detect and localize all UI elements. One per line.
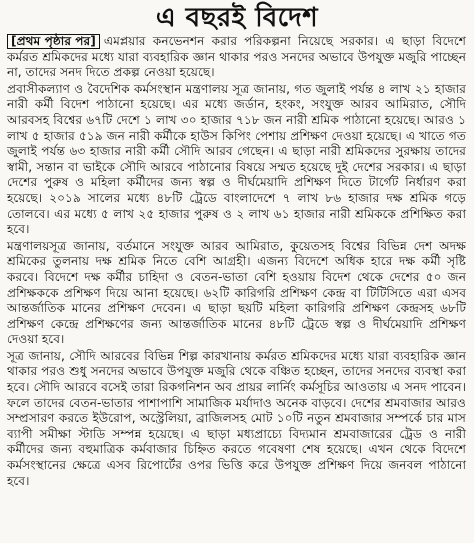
article-paragraph: মন্ত্রণালয়সূত্র জানায়, বর্তমানে সংযুক্ত আরব আমিরাত, কুয়েতসহ বিশ্বের বিভিন্ন দেশ অদক্ষ শ্রমিকের তুলনায় দক্ষ শ্রমিক নিতে বেশি আগ্রহী। এজন্য বিদেশে অধিক হারে দক্ষ কর্মী সৃষ্টি করবে। বিদেশে দক্ষ কর্মীর চাহিদা ও বেতন-ভাতা বেশি হওয়ায় বিদেশ থেকে দেশের ৫০ জন প্রশিক্ষককে প্রশিক্ষণ দিয়ে আনা হয়েছে। ৬২টি কারিগরি প্রশিক্ষণ কেন্দ্র বা টিটিসিতে এরা এসব আন্তর্জাতিক মানের প্রশিক্ষণ দেবেন। এ ছাড়া ছয়টি মহিলা কারিগরি প্রশিক্ষণ কেন্দ্রসহ ৬৮টি প্রশিক্ষণ কেন্দ্রে প্রশিক্ষণের জন্য আন্তর্জাতিক মানের ৪৮টি ট্রেডে স্বল্প ও দীর্ঘমেয়াদি প্রশিক্ষণ দেওয়া হবে। bbox=[7, 238, 466, 347]
paragraph-text: এমপ্লয়ার কনভেনশন করার পরিকল্পনা নিয়েছে সরকার। এ ছাড়া বিদেশে কর্মরত শ্রমিকদের মধ্যে যারা ব্যবহারিক জ্ঞান থাকার পরও সনদের অভাবে উপযুক্ত মজুরি পাচ্ছেন না, তাদের সনদ দিতে প্রকল্প নেওয়া হয়েছে। bbox=[7, 34, 466, 80]
article-body bbox=[0, 34, 474, 489]
article-headline: এ বছরই বিদেশ bbox=[155, 3, 319, 33]
article-paragraph: সূত্র জানায়, সৌদি আরবের বিভিন্ন শিল্প কারখানায় কর্মরত শ্রমিকদের মধ্যে যারা ব্যবহারিক জ্ঞান থাকার পরও শুধু সনদের অভাবে উপযুক্ত মজুরি থেকে বঞ্চিত হচ্ছেন, তাদের সনদের ব্যবস্থা করা হবে। সৌদি আরবে বসেই তারা রিকগনিশন অব প্রায়র লার্নিং কর্মসূচির আওতায় এ সনদ পাবেন। ফলে তাদের বেতন-ভাতার পাশাপাশি সামাজিক মর্যাদাও অনেক বাড়বে। দেশের শ্রমবাজার আরও সম্প্রসারণ করতে ইউরোপ, অস্ট্রেলিয়া, ব্রাজিলসহ মোট ১০টি নতুন শ্রমবাজার সম্পর্কে চার মাস ব্যাপী সমীক্ষা স্টাডি সম্পন্ন হয়েছে। এ ছাড়া মধ্যপ্রাচ্যে বিদ্যমান শ্রমবাজারের ট্রেড ও নারী কর্মীদের জন্য বহুমাত্রিক কর্মবাজার চিহ্নিত করতে গবেষণা শেষ হয়েছে। এখন থেকে বিদেশে কর্মসংস্থানের ক্ষেত্রে এসব রিপোর্টের ওপর ভিত্তি করে উপযুক্ত প্রশিক্ষণ দিয়ে জনবল পাঠানো হবে। bbox=[7, 348, 466, 488]
continued-from-label: [প্রথম পৃষ্ঠার পর] bbox=[7, 34, 100, 49]
article-paragraph bbox=[7, 34, 466, 81]
article-paragraph: প্রবাসীকল্যাণ ও বৈদেশিক কর্মসংস্থান মন্ত্রণালয় সূত্র জানায়, গত জুলাই পর্যন্ত ৪ লাখ ২১ হাজার নারী কর্মী বিদেশ পাঠানো হয়েছে। এর মধ্যে জর্ডান, হংকং, সংযুক্ত আরব আমিরাত, সৌদি আরবসহ বিশ্বের ৬৭টি দেশে ১ লাখ ৩০ হাজার ৭১৮ জন নারী শ্রমিক পাঠানো হয়েছে। আরও ১ লাখ ৫ হাজার ৫১৯ জন নারী কর্মীকে হাউস কিপিং পেশায় প্রশিক্ষণ দেওয়া হয়েছে। এ খাতে গত জুলাই পর্যন্ত ৬৩ হাজার নারী কর্মী সৌদি আরব গেছেন। এ ছাড়া নারী শ্রমিকদের সুরক্ষায় তাদের স্বামী, সন্তান বা ভাইকে সৌদি আরবে পাঠানোর বিষয়ে সম্মত হয়েছে দুই দেশের সরকার। এ ছাড়া দেশের পুরুষ ও মহিলা কর্মীদের জন্য স্বল্প ও দীর্ঘমেয়াদি প্রশিক্ষণ দিতে টার্গেট নির্ধারণ করা হয়েছে। ২০১৯ সালের মধ্যে ৪৮টি ট্রেডে বাংলাদেশে ৭ লাখ ৮৬ হাজার দক্ষ শ্রমিক গড়ে তোলবে। এর মধ্যে ৫ লাখ ২৫ হাজার পুরুষ ও ২ লাখ ৬১ হাজার নারী শ্রমিককে প্রশিক্ষিত করা হবে। bbox=[7, 81, 466, 237]
